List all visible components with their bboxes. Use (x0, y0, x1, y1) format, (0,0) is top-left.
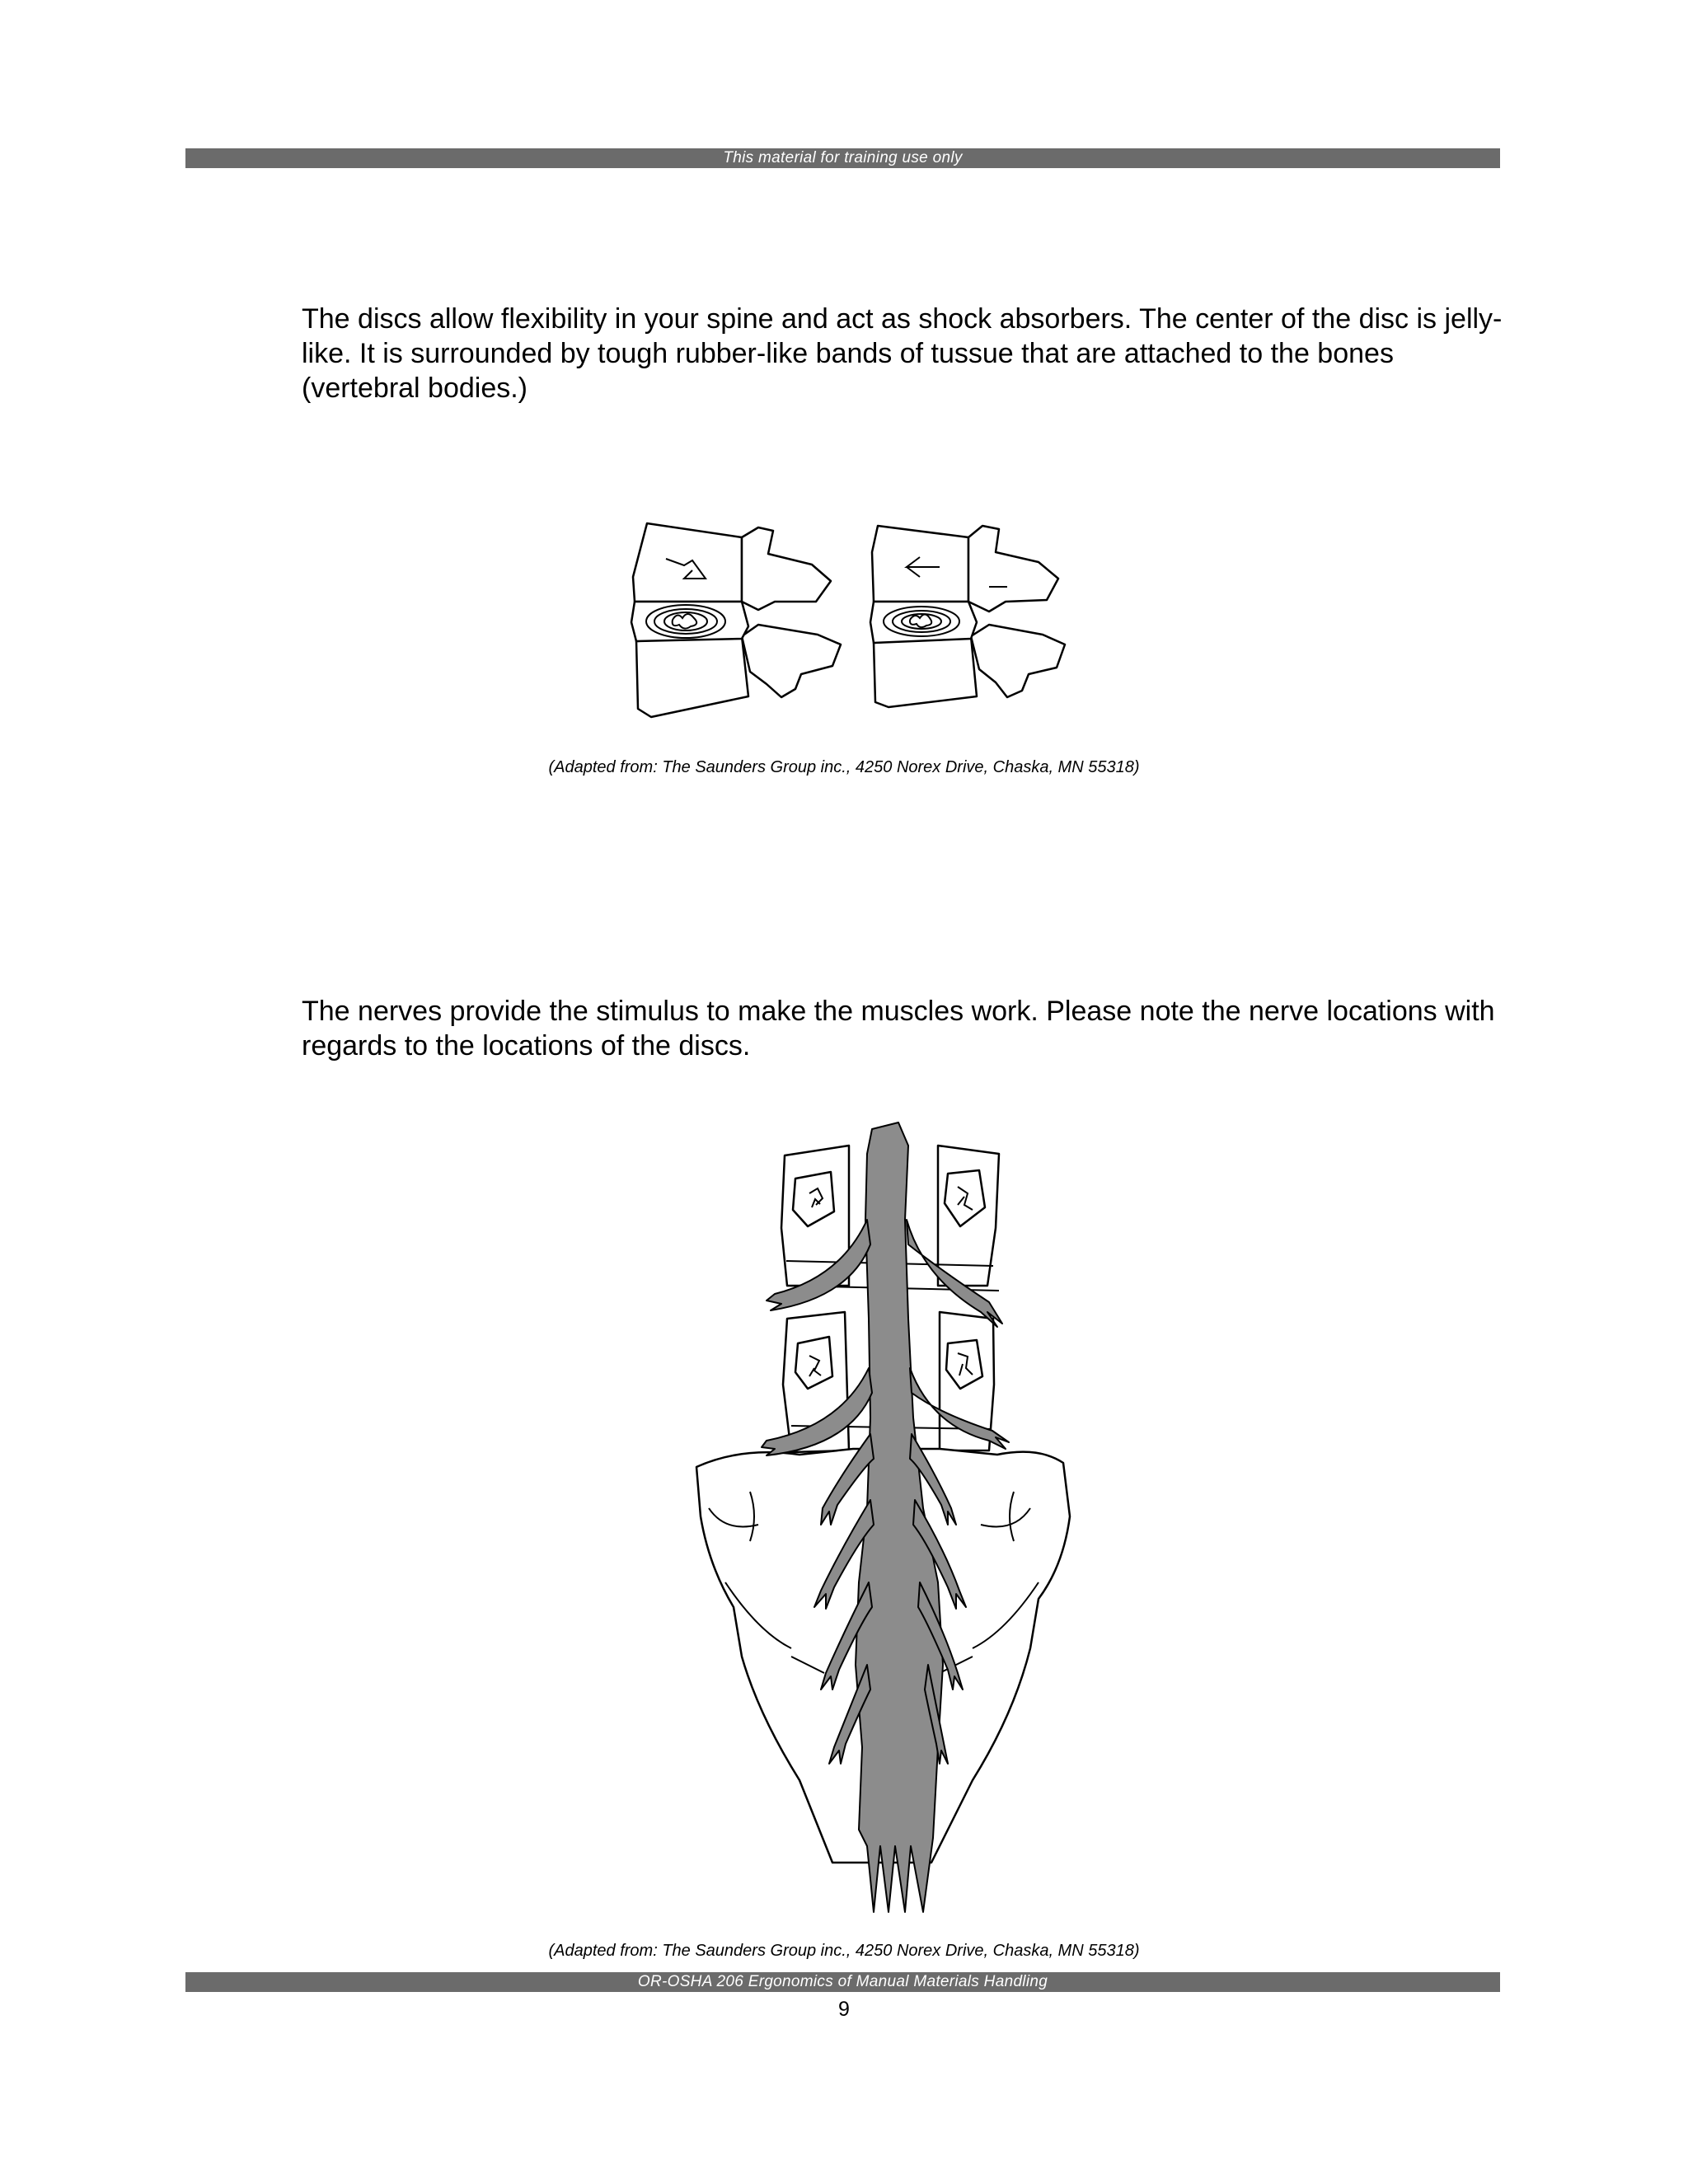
left-vertebra-pair (631, 523, 841, 717)
disc-vertebrae-illustration (626, 519, 1096, 725)
paragraph-discs: The discs allow flexibility in your spine and act as shock absorbers. The center of the disc is jelly-like. It is surrounded by tough rubber-like bands of tussue that are attached to the bones (vertebral bodies.) (302, 303, 1503, 404)
footer-banner-text: OR-OSHA 206 Ergonomics of Manual Materials Handling (637, 1973, 1048, 1990)
header-banner-text: This material for training use only (723, 149, 963, 166)
footer-banner (185, 1972, 1500, 1992)
header-banner (185, 148, 1500, 168)
figure-discs-caption: (Adapted from: The Saunders Group inc., 4250 Norex Drive, Chaska, MN 55318) (548, 758, 1140, 776)
right-vertebra-pair (870, 526, 1065, 707)
paragraph-nerves: The nerves provide the stimulus to make the muscles work. Please note the nerve locations with regards to the locations of the discs. (302, 996, 1495, 1062)
spinal-nerves-illustration (676, 1121, 1088, 1929)
figure-disc-vertebrae (626, 519, 1096, 725)
figure-nerves-caption: (Adapted from: The Saunders Group inc., 4250 Norex Drive, Chaska, MN 55318) (548, 1942, 1140, 1960)
figure-spinal-nerves (676, 1121, 1088, 1929)
page-number: 9 (838, 1998, 850, 2021)
